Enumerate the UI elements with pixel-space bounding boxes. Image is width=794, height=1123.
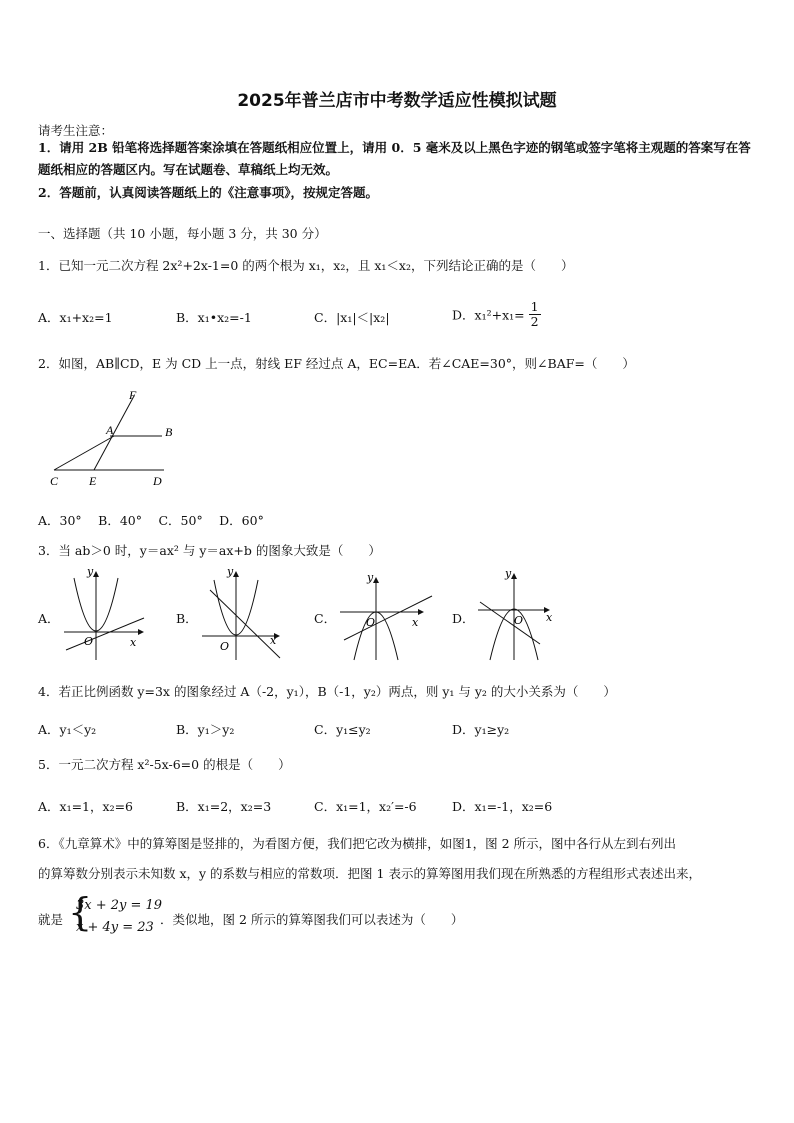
q5-option-a: A．x₁=1，x₂=6 bbox=[38, 799, 134, 814]
svg-text:y: y bbox=[227, 566, 234, 578]
q1-stem: 1．已知一元二次方程 2x²+2x-1=0 的两个根为 x₁，x₂，且 x₁＜x₂，下列结论正确的是（ ） bbox=[38, 258, 574, 273]
q4-option-a: A．y₁＜y₂ bbox=[38, 722, 97, 737]
q1-option-a: A．x₁+x₂=1 bbox=[38, 310, 113, 325]
q1-fraction-numerator: 1 bbox=[530, 299, 539, 314]
q3-option-b-label: B． bbox=[176, 611, 198, 626]
q3-graph-a bbox=[60, 566, 150, 662]
equation-1: 3x + 2y = 19 bbox=[76, 898, 163, 913]
label-a: A bbox=[106, 423, 114, 437]
notice-item-2: 2．答题前，认真阅读答题纸上的《注意事项》，按规定答题。 bbox=[38, 185, 378, 200]
q1-option-d-prefix: D．x₁²+x₁= bbox=[452, 307, 525, 323]
q2-stem: 2．如图，AB∥CD，E 为 CD 上一点，射线 EF 经过点 A，EC=EA．若∠CAE=30°，则∠BAF=（ ） bbox=[38, 356, 635, 371]
label-c: C bbox=[50, 474, 59, 488]
label-f: F bbox=[129, 388, 137, 402]
ray-ef bbox=[94, 396, 134, 470]
section-heading: 一、选择题（共 10 小题，每小题 3 分，共 30 分） bbox=[38, 226, 327, 241]
svg-text:O: O bbox=[514, 614, 524, 627]
q2-geometry-figure bbox=[40, 386, 180, 490]
system-brace: { bbox=[68, 890, 93, 934]
svg-text:x: x bbox=[546, 611, 553, 624]
label-d: D bbox=[153, 474, 162, 488]
q3-graph-c bbox=[336, 566, 436, 662]
page-title: 2025年普兰店市中考数学适应性模拟试题 bbox=[237, 91, 557, 111]
q1-fraction-denominator: 2 bbox=[530, 314, 539, 329]
equation-2: x + 4y = 23 bbox=[76, 920, 154, 935]
svg-text:y: y bbox=[505, 567, 512, 580]
q5-option-b: B．x₁=2，x₂=3 bbox=[176, 799, 272, 814]
svg-text:O: O bbox=[220, 640, 230, 653]
q4-option-c: C．y₁≤y₂ bbox=[314, 722, 371, 737]
segment-ca bbox=[54, 436, 114, 470]
q3-option-d-label: D． bbox=[452, 611, 475, 626]
q6-line-1: 6．《九章算术》中的算筹图是竖排的，为看图方便，我们把它改为横排，如图1，图 2 所示，图中各行从左到右列出 bbox=[38, 836, 677, 851]
q3-stem: 3．当 ab＞0 时，y＝ax² 与 y＝ax+b 的图象大致是（ ） bbox=[38, 543, 381, 558]
q1-option-c: C．|x₁|＜|x₂| bbox=[314, 310, 390, 325]
notice-heading: 请考生注意： bbox=[38, 123, 114, 138]
svg-text:y: y bbox=[367, 571, 374, 584]
q1-option-d-fraction bbox=[529, 300, 541, 329]
svg-text:y: y bbox=[87, 566, 94, 578]
svg-text:O: O bbox=[84, 635, 94, 648]
q1-option-b: B．x₁•x₂=-1 bbox=[176, 310, 252, 325]
label-e: E bbox=[89, 474, 97, 488]
q3-graph-d bbox=[474, 566, 564, 662]
label-b: B bbox=[165, 425, 173, 439]
q3-graph-b bbox=[198, 566, 288, 662]
svg-text:x: x bbox=[270, 634, 277, 647]
notice-item-1: 1．请用 2B 铅笔将选择题答案涂填在答题纸相应位置上，请用 0．5 毫米及以上黑色字迹的钢笔或签字笔将主观题的答案写在答题纸相应的答题区内。写在试题卷、草稿纸上均无效。 bbox=[38, 140, 751, 177]
q6-line-2: 的算筹数分别表示未知数 x，y 的系数与相应的常数项．把图 1 表示的算筹图用我们现在所熟悉的方程组形式表述出来， bbox=[38, 866, 701, 881]
q4-stem: 4．若正比例函数 y=3x 的图象经过 A（-2，y₁），B（-1，y₂）两点，则 y₁ 与 y₂ 的大小关系为（ ） bbox=[38, 684, 616, 699]
q1-option-d bbox=[452, 300, 541, 329]
svg-text:x: x bbox=[130, 636, 137, 649]
q2-options: A．30° B．40° C．50° D．60° bbox=[38, 513, 264, 528]
q5-option-d: D．x₁=-1，x₂=6 bbox=[452, 799, 553, 814]
q4-option-b: B．y₁＞y₂ bbox=[176, 722, 235, 737]
q6-lead: 就是 bbox=[38, 912, 64, 927]
q4-option-d: D．y₁≥y₂ bbox=[452, 722, 510, 737]
svg-text:x: x bbox=[412, 616, 419, 629]
q5-stem: 5．一元二次方程 x²-5x-6=0 的根是（ ） bbox=[38, 757, 291, 772]
q5-option-c: C．x₁=1，x₂′=-6 bbox=[314, 799, 417, 814]
q3-option-c-label: C． bbox=[314, 611, 337, 626]
svg-text:O: O bbox=[366, 616, 376, 629]
q3-option-a-label: A． bbox=[38, 611, 60, 626]
q6-tail: ．类似地，图 2 所示的算筹图我们可以表述为（ ） bbox=[160, 912, 464, 927]
equation-system bbox=[76, 895, 162, 939]
